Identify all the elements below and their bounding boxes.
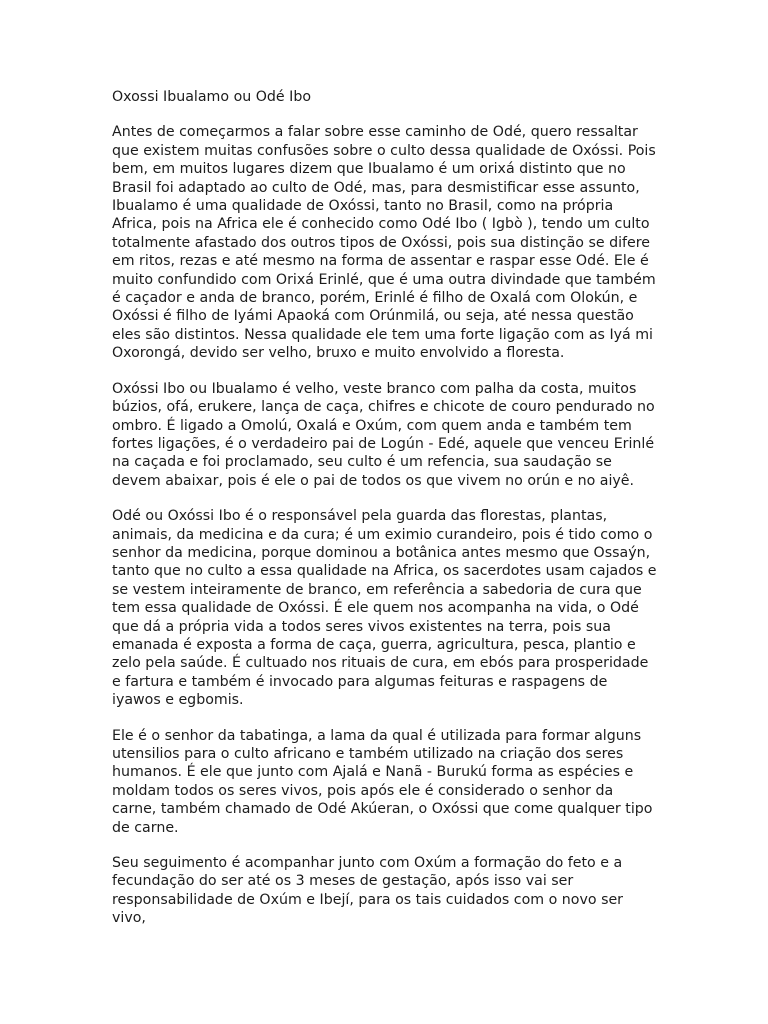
document-page: [112, 88, 660, 945]
document-title: Oxossi Ibualamo ou Odé Ibo: [112, 89, 312, 105]
paragraph: Odé ou Oxóssi Ibo é o responsável pela guarda das florestas, plantas, animais, da medicina e da cura; é um eximio curandeiro, pois é tido como o senhor da medicina, porque dominou a botânica antes mesmo que Ossaýn, tanto que no culto a essa qualidade na Africa, os sacerdotes usam cajados e se vestem inteiramente de branco, em referência a sabedoria de cura que tem essa qualidade de Oxóssi. É ele quem nos acompanha na vida, o Odé que dá a própria vida a todos seres vivos existentes na terra, pois sua emanada é exposta a forma de caça, guerra, agricultura, pesca, plantio e zelo pela saúde. É cultuado nos rituais de cura, em ebós para prosperidade e fartura e também é invocado para algumas feituras e raspagens de iyawos e egbomis.: [112, 508, 657, 709]
paragraph: Oxóssi Ibo ou Ibualamo é velho, veste branco com palha da costa, muitos búzios, ofá, erukere, lança de caça, chifres e chicote de couro pendurado no ombro. É ligado a Omolú, Oxalá e Oxúm, com quem anda e também tem fortes ligações, é o verdadeiro pai de Logún - Edé, aquele que venceu Erinlé na caçada e foi proclamado, seu culto é um refencia, sua saudação se devem abaixar, pois é ele o pai de todos os que vivem no orún e no aiyê.: [112, 380, 655, 489]
paragraph: Seu seguimento é acompanhar junto com Oxúm a formação do feto e a fecundação do ser até os 3 meses de gestação, após isso vai ser responsabilidade de Oxúm e Ibejí, para os tais cuidados com o novo ser vivo,: [112, 855, 624, 927]
paragraph: Antes de começarmos a falar sobre esse caminho de Odé, quero ressaltar que existem muitas confusões sobre o culto dessa qualidade de Oxóssi. Pois bem, em muitos lugares dizem que Ibualamo é um orixá distinto que no Brasil foi adaptado ao culto de Odé, mas, para desmistificar esse assunto, Ibualamo é uma qualidade de Oxóssi, tanto no Brasil, como na própria Africa, pois na Africa ele é conhecido como Odé Ibo ( Igbò ), tendo um culto totalmente afastado dos outros tipos de Oxóssi, pois sua distinção se difere em ritos, rezas e até mesmo na forma de assentar e raspar esse Odé. Ele é muito confundido com Orixá Erinlé, que é uma outra divindade que também é caçador e anda de branco, porém, Erinlé é filho de Oxalá com Olokún, e Oxóssi é filho de Iyámi Apaoká com Orúnmilá, ou seja, até nessa questão eles são distintos. Nessa qualidade ele tem uma forte ligação com as Iyá mi Oxorongá, devido ser velho, bruxo e muito envolvido a floresta.: [112, 124, 656, 362]
paragraph: Ele é o senhor da tabatinga, a lama da qual é utilizada para formar alguns utensilios para o culto africano e também utilizado na criação dos seres humanos. É ele que junto com Ajalá e Nanã - Burukú forma as espécies e moldam todos os seres vivos, pois após ele é considerado o senhor da carne, também chamado de Odé Akúeran, o Oxóssi que come qualquer tipo de carne.: [112, 727, 653, 836]
